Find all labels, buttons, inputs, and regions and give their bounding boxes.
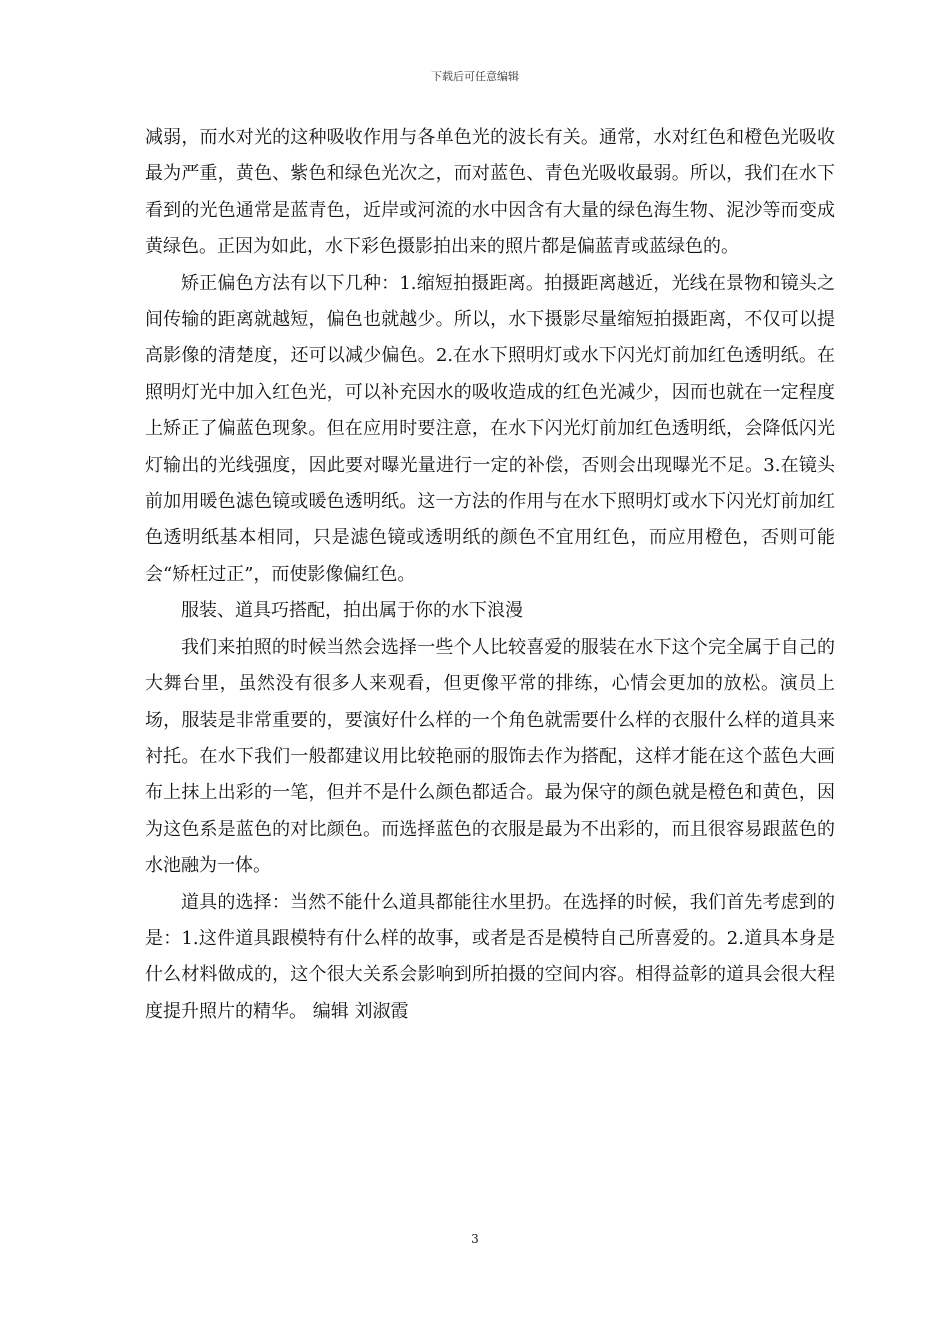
page-header: 下载后可任意编辑: [431, 70, 519, 83]
page-number: 3: [471, 1232, 479, 1246]
paragraph-props: 道具的选择：当然不能什么道具都能往水里扔。在选择的时候，我们首先考虑到的是：1.这件道具跟模特有什么样的故事，或者是否是模特自己所喜爱的。2.道具本身是什么材料做成的，这个很大关系会影响到所拍摄的空间内容。相得益彰的道具会很大程度提升照片的精华。 编辑 刘淑霞: [145, 891, 835, 1022]
paragraph-costume: 我们来拍照的时候当然会选择一些个人比较喜爱的服装在水下这个完全属于自己的大舞台里，虽然没有很多人来观看，但更像平常的排练，心情会更加的放松。演员上场，服装是非常重要的，要演好什么样的一个角色就需要什么样的衣服什么样的道具来衬托。在水下我们一般都建议用比较艳丽的服饰去作为搭配，这样才能在这个蓝色大画布上抹上出彩的一笔，但并不是什么颜色都适合。最为保守的颜色就是橙色和黄色，因为这色系是蓝色的对比颜色。而选择蓝色的衣服是最为不出彩的，而且很容易跟蓝色的水池融为一体。: [145, 636, 835, 877]
document-body: [145, 120, 835, 1030]
section-heading-costume-props: 服装、道具巧搭配，拍出属于你的水下浪漫: [181, 600, 523, 622]
paragraph-color-correction: 矫正偏色方法有以下几种：1.缩短拍摄距离。拍摄距离越近，光线在景物和镜头之间传输的距离就越短，偏色也就越少。所以，水下摄影尽量缩短拍摄距离，不仅可以提高影像的清楚度，还可以减少偏色。2.在水下照明灯或水下闪光灯前加红色透明纸。在照明灯光中加入红色光，可以补充因水的吸收造成的红色光减少，因而也就在一定程度上矫正了偏蓝色现象。但在应用时要注意，在水下闪光灯前加红色透明纸，会降低闪光灯输出的光线强度，因此要对曝光量进行一定的补偿，否则会出现曝光不足。3.在镜头前加用暖色滤色镜或暖色透明纸。这一方法的作用与在水下照明灯或水下闪光灯前加红色透明纸基本相同，只是滤色镜或透明纸的颜色不宜用红色，而应用橙色，否则可能会“矫枉过正”，而使影像偏红色。: [145, 272, 835, 585]
paragraph-light-absorption: 减弱，而水对光的这种吸收作用与各单色光的波长有关。通常，水对红色和橙色光吸收最为严重，黄色、紫色和绿色光次之，而对蓝色、青色光吸收最弱。所以，我们在水下看到的光色通常是蓝青色，近岸或河流的水中因含有大量的绿色海生物、泥沙等而变成黄绿色。正因为如此，水下彩色摄影拍出来的照片都是偏蓝青或蓝绿色的。: [145, 127, 835, 258]
